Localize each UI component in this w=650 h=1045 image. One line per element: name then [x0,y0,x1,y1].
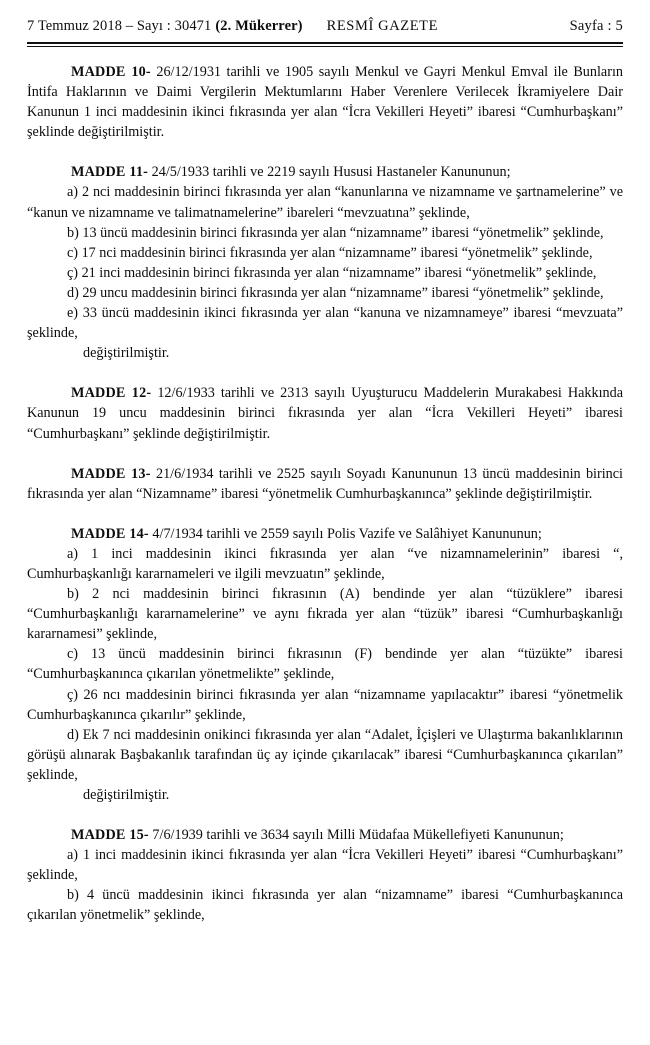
divider-thin-line [27,46,623,47]
article-subitem: b) 4 üncü maddesinin ikinci fıkrasında yer alan “nizamname” ibaresi “Cumhurbaşkanınca çıkarılan yönetmelik” şeklinde, [27,887,623,924]
header-date-issue: 7 Temmuz 2018 – Sayı : 30471 [27,18,212,34]
article-subitem: c) 17 nci maddesinin birinci fıkrasında yer alan “nizamname” ibaresi “yönetmelik” şeklinde, [67,244,593,261]
header-gazette-name: RESMÎ GAZETE [326,18,439,34]
article-label: MADDE 15- [71,827,149,844]
article-subitem: b) 2 nci maddesinin birinci fıkrasının (A) bendinde yer alan “tüzüklere” ibaresi “Cumhurbaşkanlığı kararnamelerine” ve aynı fıkrada yer alan “tüzük” ibaresi “Cumhurbaşkanlığı kararnamesi” şeklinde, [27,586,623,643]
article-spacer [27,363,623,383]
article-paragraph [27,825,623,845]
article-subitem: b) 13 üncü maddesinin birinci fıkrasında yer alan “nizamname” ibaresi “yönetmelik” şeklinde, [67,224,604,241]
article-subitem: ç) 26 ncı maddesinin birinci fıkrasında yer alan “nizamname yapılacaktır” ibaresi “yönetmelik Cumhurbaşkanınca çıkarılır” şeklinde, [27,686,623,723]
header-page-number: Sayfa : 5 [569,18,623,34]
article-text: 21/6/1934 tarihli ve 2525 sayılı Soyadı Kanununun 13 üncü maddesinin birinci fıkrasında yer alan “Nizamname” ibaresi “yönetmelik Cumhurbaşkanınca” şeklinde değiştirilmiştir. [27,465,623,502]
article-paragraph [27,62,623,142]
article-paragraph [27,162,623,182]
article-subitem: d) 29 uncu maddesinin birinci fıkrasında yer alan “nizamname” ibaresi “yönetmelik” şeklinde, [67,284,604,301]
document-body [27,62,623,926]
article-subitem: d) Ek 7 nci maddesinin onikinci fıkrasında yer alan “Adalet, İçişleri ve Ulaştırma bakanlıklarının görüşü alınarak Başbakanlık tarafından üç ay içinde çıkarılacak” ibaresi “Cumhurbaşkanınca çıkarılan” şeklinde, [27,726,623,783]
page-header [27,18,623,35]
article-spacer [27,805,623,825]
article-spacer [27,142,623,162]
article-text: 24/5/1933 tarihli ve 2219 sayılı Hususi Hastaneler Kanununun; [148,164,511,181]
article-paragraph [27,464,623,504]
article-spacer [27,504,623,524]
article-paragraph [27,383,623,443]
article-closing: değiştirilmiştir. [83,787,170,803]
article-subitem: a) 2 nci maddesinin birinci fıkrasında yer alan “kanunlarına ve nizamname ve şartnamelerine” ve “kanun ve nizamname ve talimatnamelerine” ibareleri “mevzuatına” şeklinde, [27,184,623,221]
article-label: MADDE 13- [71,465,151,482]
article-label: MADDE 10- [71,64,151,80]
header-left-group [27,18,303,35]
article-subitem: a) 1 inci maddesinin ikinci fıkrasında yer alan “ve nizamnamelerinin” ibaresi “, Cumhurbaşkanlığı kararnameleri ve ilgili mevzuatın” şeklinde, [27,545,623,582]
article-text: 26/12/1931 tarihli ve 1905 sayılı Menkul ve Gayri Menkul Emval ile Bunların İntifa Haklarının ve Daimi Vergilerin Mektumlarını Haber Verenlere Verilecek İkramiyelere Dair Kanunun 1 inci maddesinin ikinci fıkrasında yer alan “İcra Vekilleri Heyeti” ibaresi “Cumhurbaşkanı” şeklinde değiştirilmiştir. [27,64,623,141]
article-text: 12/6/1933 tarihli ve 2313 sayılı Uyuşturucu Maddelerin Murakabesi Hakkında Kanunun 19 uncu maddesinin birinci fıkrasında yer alan “İcra Vekilleri Heyeti” ibaresi “Cumhurbaşkanı” şeklinde değiştirilmiştir. [27,385,623,442]
article-subitem: ç) 21 inci maddesinin birinci fıkrasında yer alan “nizamname” ibaresi “yönetmelik” şeklinde, [67,264,597,281]
article-subitem: c) 13 üncü maddesinin birinci fıkrasının (F) bendinde yer alan “tüzükte” ibaresi “Cumhurbaşkanınca çıkarılan yönetmelikte” şeklinde, [27,646,623,683]
article-label: MADDE 14- [71,525,149,542]
article-subitem: e) 33 üncü maddesinin ikinci fıkrasında yer alan “kanuna ve nizamnameye” ibaresi “mevzuata” şeklinde, [27,305,623,342]
article-label: MADDE 11- [71,164,149,181]
article-subitem: a) 1 inci maddesinin ikinci fıkrasında yer alan “İcra Vekilleri Heyeti” ibaresi “Cumhurbaşkanı” şeklinde, [27,847,623,884]
article-closing: değiştirilmiştir. [83,345,170,362]
article-label: MADDE 12- [71,385,152,402]
article-paragraph [27,524,623,544]
article-spacer [27,444,623,464]
article-text: 7/6/1939 tarihli ve 3634 sayılı Milli Müdafaa Mükellefiyeti Kanununun; [148,827,564,844]
article-text: 4/7/1934 tarihli ve 2559 sayılı Polis Vazife ve Salâhiyet Kanununun; [148,525,542,542]
header-divider [27,42,623,47]
header-mukerrer: (2. Mükerrer) [215,18,303,34]
